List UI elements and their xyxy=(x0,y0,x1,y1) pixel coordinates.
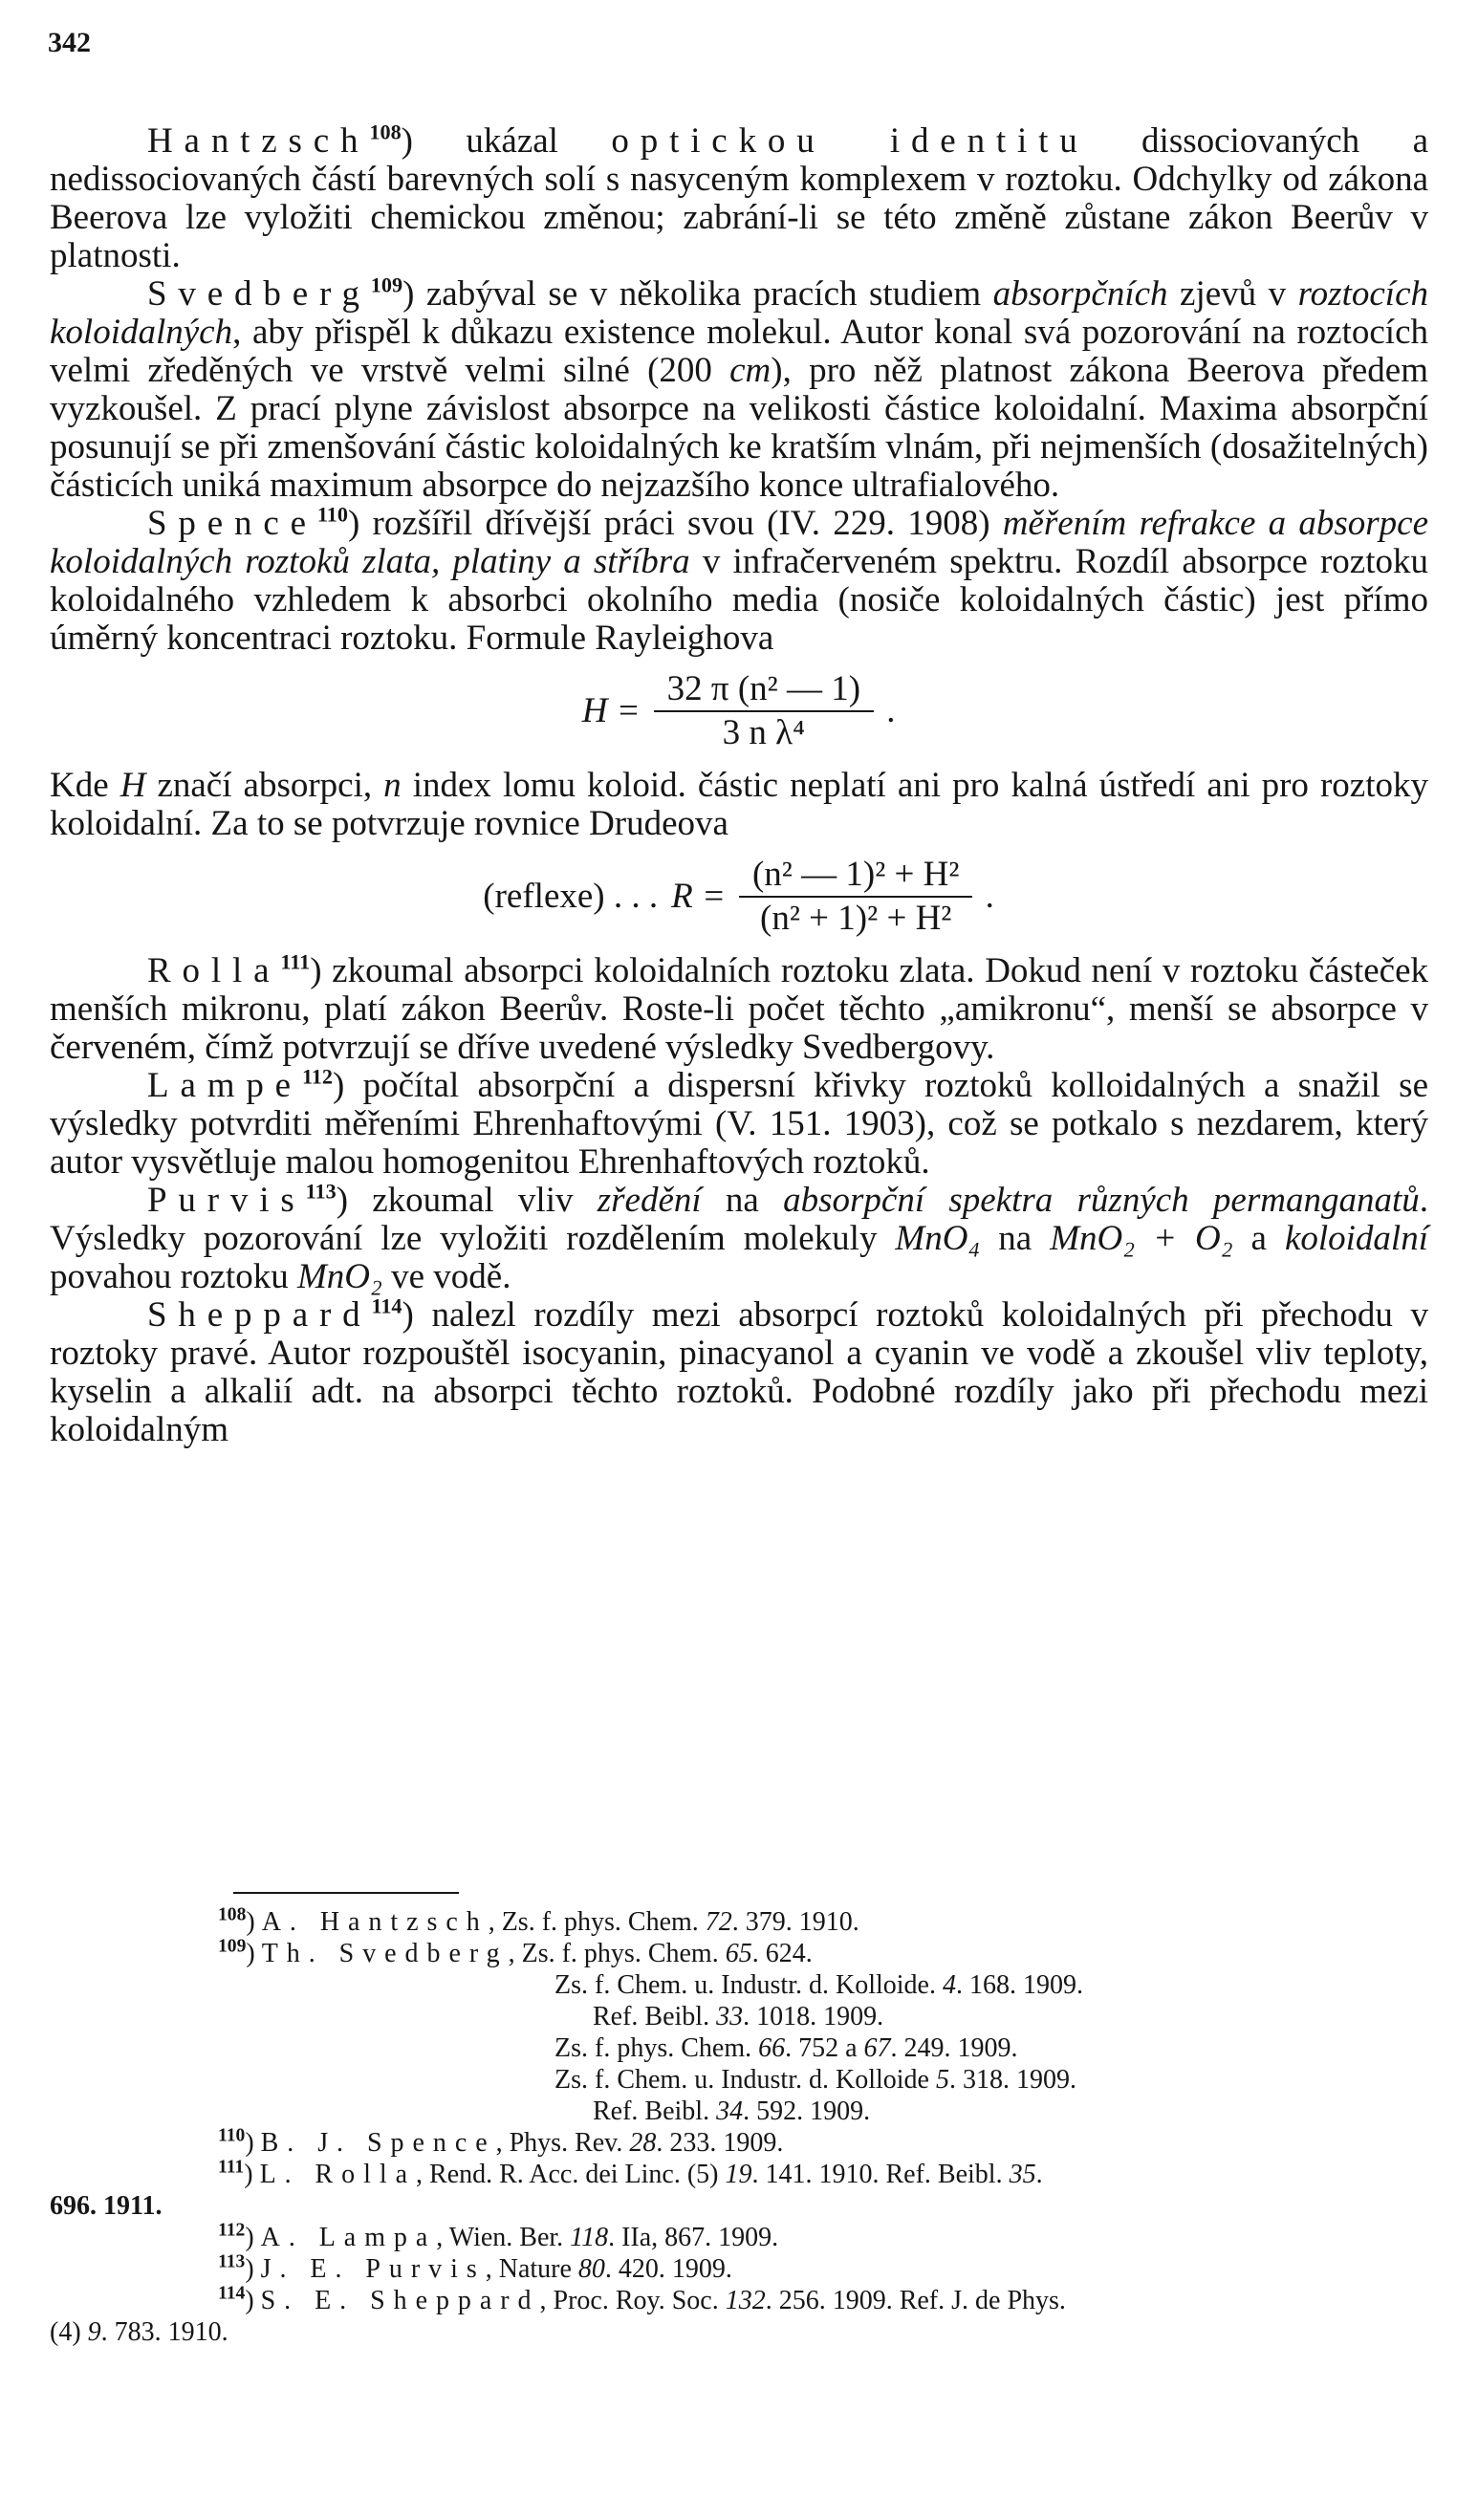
text: ) rozšířil dřívější práci svou (IV. 229. 1908) xyxy=(347,504,1003,543)
footnote-text: . 318. 1909. xyxy=(948,2065,1076,2095)
text: zjevů v xyxy=(1167,274,1298,314)
footnote-text: . 141. 1910. Ref. Beibl. xyxy=(751,2160,1010,2189)
footnote-text: Ref. Beibl. xyxy=(593,2002,717,2031)
italic-text: MnO₄ xyxy=(895,1219,981,1258)
paragraph-kde xyxy=(50,767,1428,843)
text: ) zabýval se v několika pracích studiem xyxy=(402,274,993,314)
italic-text: roztocích koloidalných xyxy=(50,274,1428,352)
formula-end: . xyxy=(986,877,995,916)
footnote-114-continuation xyxy=(50,2316,1426,2348)
footnote-volume: 9 xyxy=(87,2317,101,2347)
author-name: Svedberg xyxy=(147,274,371,314)
footnote-text: Zs. f. Chem. u. Industr. d. Kolloide. xyxy=(554,1970,943,2000)
footnote-ref: 110 xyxy=(316,502,348,527)
footnote-109-line xyxy=(50,1969,1426,2001)
footnote-volume: 5 xyxy=(935,2065,949,2095)
footnote-volume: 118 xyxy=(570,2223,609,2252)
footnote-text: . 256. 1909. Ref. J. de Phys. xyxy=(765,2286,1066,2315)
footnote-ref: 111 xyxy=(280,949,311,974)
italic-text: cm xyxy=(729,351,772,390)
footnote-divider xyxy=(233,1892,459,1894)
footnote-110: $^{110}$) B. J. Spence, Phys. Rev. 28. 233. 1909. xyxy=(218,2125,784,2158)
italic-text: MnO₂ xyxy=(296,1257,382,1296)
footnote-111-continuation xyxy=(50,2190,1426,2222)
footnote-volume: 132 xyxy=(725,2286,766,2315)
paragraph-svedberg xyxy=(50,272,1428,505)
text: ), pro něž platnost zákona Beerova předem vyzkoušel. Z prací plyne závislost absorpce na velikosti částice koloidalní. Maxima absorpční posunují se při zmenšování částic koloidalných ke kratším vlnám, při nejmenších (dosažitelných) částicích uniká maximum absorpce do nejzazšího konce ultrafialového. xyxy=(50,351,1428,505)
formula-numerator: 32 π (n² — 1) xyxy=(654,670,874,712)
text: dissociovaných a nedissociovaných částí barevných solí s nasyceným komplexem v roztoku. Odchylky od zákona Beerova lze vyložiti chemickou změnou; zabrání-li se této změně zůstane zákon Beerův v platnosti. xyxy=(50,121,1429,275)
formula-label: (reflexe) . . . xyxy=(483,877,659,916)
footnote-text: , Proc. Roy. Soc. xyxy=(539,2286,726,2315)
footnote-volume: 33 xyxy=(716,2002,744,2031)
text: index lomu koloid. částic neplatí ani pro kalná ústředí ani pro roztoky koloidalní. Za to se potvrzuje rovnice Drudeova xyxy=(50,766,1428,843)
footnote-mark: 113 xyxy=(218,2251,246,2272)
footnote-text: . 624. xyxy=(751,1939,813,1968)
text: a xyxy=(1232,1219,1285,1258)
italic-text: absorpčních xyxy=(992,274,1168,314)
footnote-text: . 233. 1909. xyxy=(656,2128,784,2158)
formula-fraction xyxy=(654,670,874,752)
footnote-author: J. E. Purvis xyxy=(260,2254,486,2284)
footnote-112: $^{112}$) A. Lampa, Wien. Ber. 118. IIa, 867. 1909. xyxy=(218,2220,779,2252)
italic-text: zředění xyxy=(597,1181,702,1220)
italic-text: MnO₂ + O₂ xyxy=(1050,1219,1233,1258)
author-name: Hantzsch xyxy=(147,121,370,161)
footnote-text: , Zs. f. phys. Chem. xyxy=(488,1907,706,1937)
italic-text: absorpční spektra různých permanganatů xyxy=(783,1181,1420,1220)
author-name: Rolla xyxy=(147,951,281,990)
text: ) zkoumal absorpci koloidalních roztoku zlata. Dokud není v roztoku částeček menších mikronu, platí zákon Beerův. Roste-li počet těchto „amikronu“, menší se absorpce v červeném, čímž potvrzují se dříve uvedené výsledky Svedbergovy. xyxy=(50,951,1428,1067)
footnote-text: . 379. 1910. xyxy=(731,1907,859,1937)
text: povahou roztoku xyxy=(50,1257,297,1296)
footnote-text: 696. 1911. xyxy=(50,2191,163,2221)
formula-end: . xyxy=(887,691,897,730)
paragraph-lampe xyxy=(50,1064,1428,1182)
footnote-author: A. Lampa xyxy=(260,2223,437,2252)
footnotes xyxy=(50,1906,1426,2348)
text: v infračerveném spektru. Rozdíl absorpce roztoku koloidalného vzhledem k absorbci okolního media (nosiče koloidalných částic) jest přímo úměrný koncentraci roztoku. Formule Rayleighova xyxy=(50,542,1428,658)
footnote-111: $^{111}$) L. Rolla, Rend. R. Acc. dei Linc. (5) 19. 141. 1910. Ref. Beibl. 35. xyxy=(218,2157,1043,2189)
author-name: Spence xyxy=(147,504,317,543)
footnote-text: . 1018. 1909. xyxy=(743,2002,884,2031)
footnote-109-line xyxy=(50,2032,1426,2064)
footnote-mark: 110 xyxy=(218,2125,246,2146)
footnote-text: , Nature xyxy=(485,2254,578,2284)
footnote-108: $^{108}$) A. Hantzsch, Zs. f. phys. Chem. 72. 379. 1910. xyxy=(218,1904,859,1937)
footnote-text: , Zs. f. phys. Chem. xyxy=(508,1939,726,1968)
footnote-text: . 752 a xyxy=(785,2033,864,2063)
author-name: Lampe xyxy=(147,1066,302,1105)
footnote-109-line xyxy=(50,2064,1426,2096)
footnote-volume: 65 xyxy=(725,1939,752,1968)
formula-lhs: R = xyxy=(671,877,726,916)
footnote-volume: 28 xyxy=(629,2128,657,2158)
text: ) počítal absorpční a dispersní křivky roztoků kolloidalných a snažil se výsledky potvrditi měřeními Ehrenhaftovými (V. 151. 1903), což se potkalo s nezdarem, který autor vysvětluje malou homogenitou Ehrenhaftových roztoků. xyxy=(50,1066,1428,1182)
paragraph-rolla xyxy=(50,949,1428,1067)
footnote-mark: 112 xyxy=(218,2220,246,2241)
footnote-text: Zs. f. phys. Chem. xyxy=(554,2033,759,2063)
formula-numerator: (n² — 1)² + H² xyxy=(739,856,973,898)
paragraph-hantzsch xyxy=(50,119,1429,275)
footnote-volume: 80 xyxy=(577,2254,605,2284)
text: Kde xyxy=(50,766,120,805)
footnote-114: $^{114}$) S. E. Sheppard, Proc. Roy. Soc. 132. 256. 1909. Ref. J. de Phys. xyxy=(218,2283,1066,2315)
footnote-mark: 114 xyxy=(218,2283,246,2304)
footnote-author: B. J. Spence xyxy=(260,2128,496,2158)
author-name: Purvis xyxy=(147,1181,306,1220)
formula-lhs: H = xyxy=(581,691,641,730)
footnote-author: S. E. Sheppard xyxy=(260,2286,540,2315)
footnote-text: , Rend. R. Acc. dei Linc. (5) xyxy=(416,2160,726,2189)
footnote-text: . 592. 1909. xyxy=(743,2096,871,2126)
footnote-text: . IIa, 867. 1909. xyxy=(608,2223,779,2252)
formula-denominator: (n² + 1)² + H² xyxy=(760,899,952,938)
italic-text: n xyxy=(383,766,402,805)
italic-text: koloidalní xyxy=(1284,1219,1428,1258)
paragraph-spence xyxy=(50,502,1428,658)
footnote-text: , Phys. Rev. xyxy=(495,2128,630,2158)
formula-drude xyxy=(50,851,1428,943)
text: ) ukázal xyxy=(401,121,612,161)
body-text xyxy=(50,119,1429,1449)
footnote-ref: 109 xyxy=(370,272,403,297)
footnote-mark: 109 xyxy=(218,1936,247,1957)
footnote-text: (4) xyxy=(50,2317,88,2347)
footnote-text: Zs. f. Chem. u. Industr. d. Kolloide xyxy=(554,2065,936,2095)
formula-rayleigh xyxy=(50,665,1428,757)
footnote-volume: 34 xyxy=(716,2096,744,2126)
footnote-text: . 249. 1909. xyxy=(890,2033,1018,2063)
paragraph-sheppard xyxy=(50,1293,1428,1449)
text: ) zkoumal vliv xyxy=(336,1181,598,1220)
text: ve vodě. xyxy=(381,1257,511,1296)
emphasized-text: optickou identitu xyxy=(611,121,1089,161)
footnote-author: L. Rolla xyxy=(259,2160,417,2189)
italic-text: měřením refrakce a absorpce koloidalných roztoků zlata, platiny a stříbra xyxy=(50,504,1428,581)
footnote-author: Th. Svedberg xyxy=(261,1939,509,1968)
footnote-113: $^{113}$) J. E. Purvis, Nature 80. 420. 1909. xyxy=(218,2251,732,2284)
text: , aby přispěl k důkazu existence molekul. Autor konal svá pozorování na roztocích velmi zředěných ve vrstvě velmi silné (200 xyxy=(50,313,1428,390)
footnote-mark: 111 xyxy=(218,2157,245,2178)
italic-text: H xyxy=(120,766,146,805)
text: ) nalezl rozdíly mezi absorpcí roztoků koloidalných při přechodu v roztoky pravé. Autor rozpouštěl isocyanin, pinacyanol a cyanin ve vodě a zkoušel vliv teploty, kyselin a alkalií adt. na absorpci těchto roztoků. Podobné rozdíly jako při přechodu mezi koloidalným xyxy=(50,1295,1428,1449)
formula-fraction xyxy=(739,856,973,938)
footnote-ref: 114 xyxy=(371,1293,402,1318)
footnote-text: . xyxy=(1035,2160,1043,2189)
footnote-text: , Wien. Ber. xyxy=(436,2223,571,2252)
footnote-mark: 108 xyxy=(218,1904,247,1925)
footnote-volume: 35 xyxy=(1009,2160,1036,2189)
text: značí absorpci, xyxy=(145,766,384,805)
footnote-109-line xyxy=(50,2096,1426,2127)
text: na xyxy=(701,1181,784,1220)
footnote-volume: 72 xyxy=(705,1907,732,1937)
author-name: Sheppard xyxy=(147,1295,372,1335)
page-number: 342 xyxy=(48,27,91,58)
footnote-ref: 112 xyxy=(301,1064,333,1089)
paragraph-purvis xyxy=(50,1179,1428,1296)
footnote-author: A. Hantzsch xyxy=(261,1907,489,1937)
text: . Výsledky pozorování lze vyložiti rozdělením molekuly xyxy=(50,1181,1428,1258)
footnote-volume: 67 xyxy=(863,2033,891,2063)
footnote-volume: 66 xyxy=(758,2033,786,2063)
text: na xyxy=(980,1219,1051,1258)
footnote-ref: 113 xyxy=(305,1179,337,1204)
footnote-text: . 168. 1909. xyxy=(955,1970,1083,2000)
footnote-volume: 19 xyxy=(725,2160,752,2189)
footnote-109-line xyxy=(50,2001,1426,2032)
footnote-volume: 4 xyxy=(942,1970,956,2000)
footnote-ref: 108 xyxy=(369,119,402,144)
footnote-109: $^{109}$) Th. Svedberg, Zs. f. phys. Chem. 65. 624. xyxy=(218,1936,813,1968)
formula-denominator: 3 n λ⁴ xyxy=(722,713,806,752)
footnote-text: Ref. Beibl. xyxy=(593,2096,717,2126)
footnote-text: . 783. 1910. xyxy=(100,2317,228,2347)
footnote-text: . 420. 1909. xyxy=(604,2254,732,2284)
